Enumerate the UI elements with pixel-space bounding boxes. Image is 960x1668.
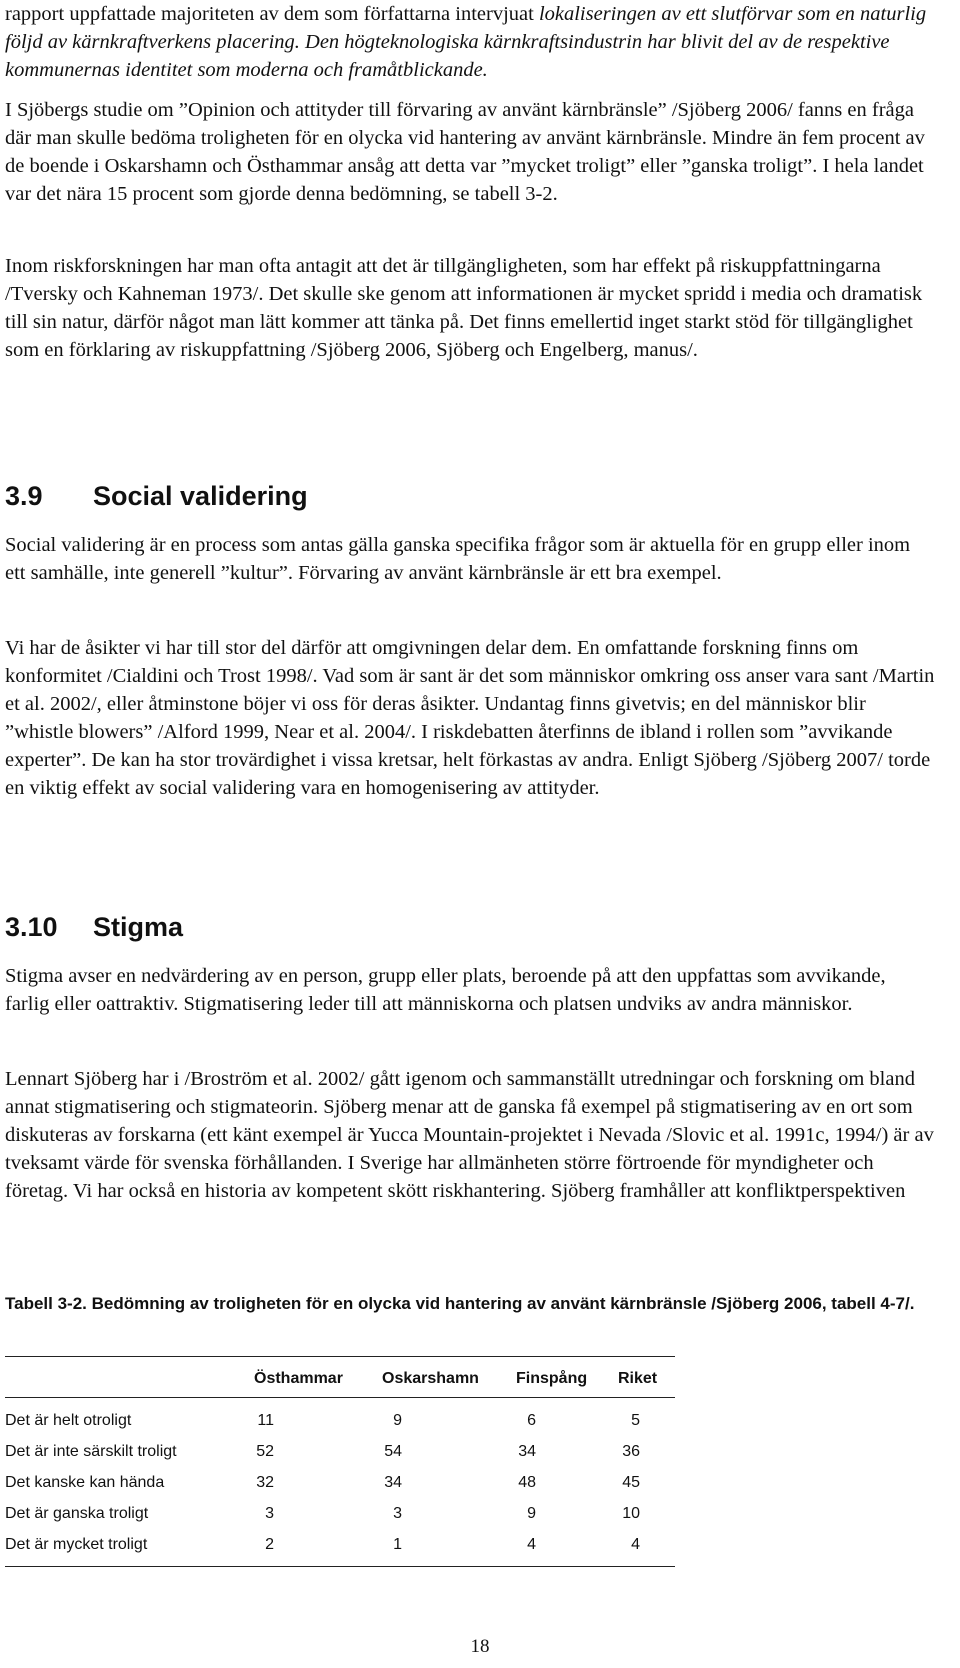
table-cell: 2 [265, 1536, 274, 1553]
table-cell: 52 [256, 1443, 274, 1460]
table-cell: 34 [518, 1443, 536, 1460]
paragraph-stigma-research: Lennart Sjöberg har i /Broström et al. 2002/ gått igenom och sammanställt utredningar och forskning om bland annat stigmatisering och stigmateorin. Sjöberg menar att de ganska få exempel på stigmatisering av en ort som diskuteras av forskarna (ett känt exempel är Yucca Mountain-projektet i Nevada /Slovic et al. 1991c, 1994/) är av tveksamt värde för svenska förhållanden. I Sverige har allmänheten större förtroende för myndigheter och företag. Vi har också en historia av kompetent skött riskhantering. Sjöberg framhåller att konfliktperspektiven [5, 1068, 934, 1202]
table-row-label: Det är mycket troligt [5, 1536, 148, 1553]
column-header: Oskarshamn [382, 1370, 479, 1387]
column-header: Riket [618, 1370, 658, 1387]
intro-italic-text: lokaliseringen av ett slutförvar som en naturlig följd av kärnkraftverkens placering. Den högteknologiska kärnkraftsindustrin har blivit del av de respektive kommunernas identitet som moderna och framåtblickande. [5, 3, 927, 81]
table-row-label: Det är inte särskilt troligt [5, 1443, 177, 1460]
intro-text: rapport uppfattade majoriteten av dem som författarna intervjuat [5, 3, 539, 25]
paragraph-conformity: Vi har de åsikter vi har till stor del därför att omgivningen delar dem. En omfattande forskning finns om konformitet /Cialdini och Trost 1998/. Vad som är sant är det som människor omkring oss anser vara sant /Martin et al. 2002/, eller åtminstone böjer vi oss för deras åsikter. Undantag finns givetvis; en del människor blir ”whistle blowers” /Alford 1999, Near et al. 2004/. I riskdebatten återfinns de ibland i rollen som ”avvikande experter”. De kan ha stor trovärdighet i vissa kretsar, helt förkastas av andra. Enligt Sjöberg /Sjöberg 2007/ torde en viktig effekt av social validering vara en homogenisering av attityder. [5, 637, 935, 799]
table-cell: 9 [527, 1505, 536, 1522]
table-row-label: Det är helt otroligt [5, 1412, 132, 1429]
table-cell: 3 [265, 1505, 274, 1522]
table-cell: 4 [631, 1536, 640, 1553]
table-row-label: Det kanske kan hända [5, 1474, 165, 1491]
table-cell: 10 [622, 1505, 640, 1522]
paragraph-sjoberg-study: I Sjöbergs studie om ”Opinion och attityder till förvaring av använt kärnbränsle” /Sjöberg 2006/ fanns en fråga där man skulle bedöma troligheten för en olycka vid hantering av använt kärnbränsle. Mindre än fem procent av de boende i Oskarshamn och Östhammar ansåg att detta var ”mycket troligt” eller ”ganska troligt”. I hela landet var det nära 15 procent som gjorde denna bedömning, se tabell 3-2. [5, 99, 925, 205]
table-cell: 5 [631, 1412, 640, 1429]
table-cell: 4 [527, 1536, 536, 1553]
paragraph-stigma-def: Stigma avser en nedvärdering av en person, grupp eller plats, beroende på att den uppfattas som avvikande, farlig eller oattraktiv. Stigmatisering leder till att människorna och platsen undviks av andra människor. [5, 965, 886, 1015]
section-number: 3.9 [5, 481, 43, 511]
table-cell: 48 [518, 1474, 536, 1491]
table-cell: 36 [622, 1443, 640, 1460]
section-title: Stigma [93, 912, 184, 942]
paragraph-risk-research: Inom riskforskningen har man ofta antagit att det är tillgängligheten, som har effekt på riskuppfattningarna /Tversky och Kahneman 1973/. Det skulle ske genom att informationen är mycket spridd i media och dramatisk till sin natur, därför något man lätt kommer att tänka på. Det finns emellertid inget starkt stöd för tillgänglighet som en förklaring av riskuppfattning /Sjöberg 2006, Sjöberg och Engelberg, manus/. [5, 255, 923, 361]
table-cell: 1 [393, 1536, 402, 1553]
table-cell: 3 [393, 1505, 402, 1522]
column-header: Finspång [516, 1370, 588, 1387]
table-cell: 32 [256, 1474, 274, 1491]
section-number: 3.10 [5, 912, 58, 942]
table-cell: 6 [527, 1412, 536, 1429]
section-heading-3-9 [5, 481, 308, 512]
table-cell: 54 [384, 1443, 402, 1460]
table-header-rule [5, 1397, 675, 1398]
section-title: Social validering [93, 481, 308, 511]
table-cell: 34 [384, 1474, 402, 1491]
table-bottom-rule [5, 1566, 675, 1567]
column-header: Östhammar [254, 1370, 343, 1387]
paragraph-social-validation-def: Social validering är en process som antas gälla ganska specifika frågor som är aktuella för en grupp eller inom ett samhälle, inte generell ”kultur”. Förvaring av använt kärnbränsle är ett bra exempel. [5, 534, 911, 584]
table-top-rule [5, 1356, 675, 1357]
table-row-label: Det är ganska troligt [5, 1505, 149, 1522]
section-heading-3-10 [5, 912, 183, 943]
page-number: 18 [470, 1636, 490, 1657]
table-cell: 9 [393, 1412, 402, 1429]
table-cell: 45 [622, 1474, 640, 1491]
paragraph-intro [5, 0, 935, 84]
table-caption: Tabell 3-2. Bedömning av troligheten för en olycka vid hantering av använt kärnbränsle /Sjöberg 2006, tabell 4-7/. [5, 1294, 915, 1313]
table-cell: 11 [257, 1412, 274, 1429]
